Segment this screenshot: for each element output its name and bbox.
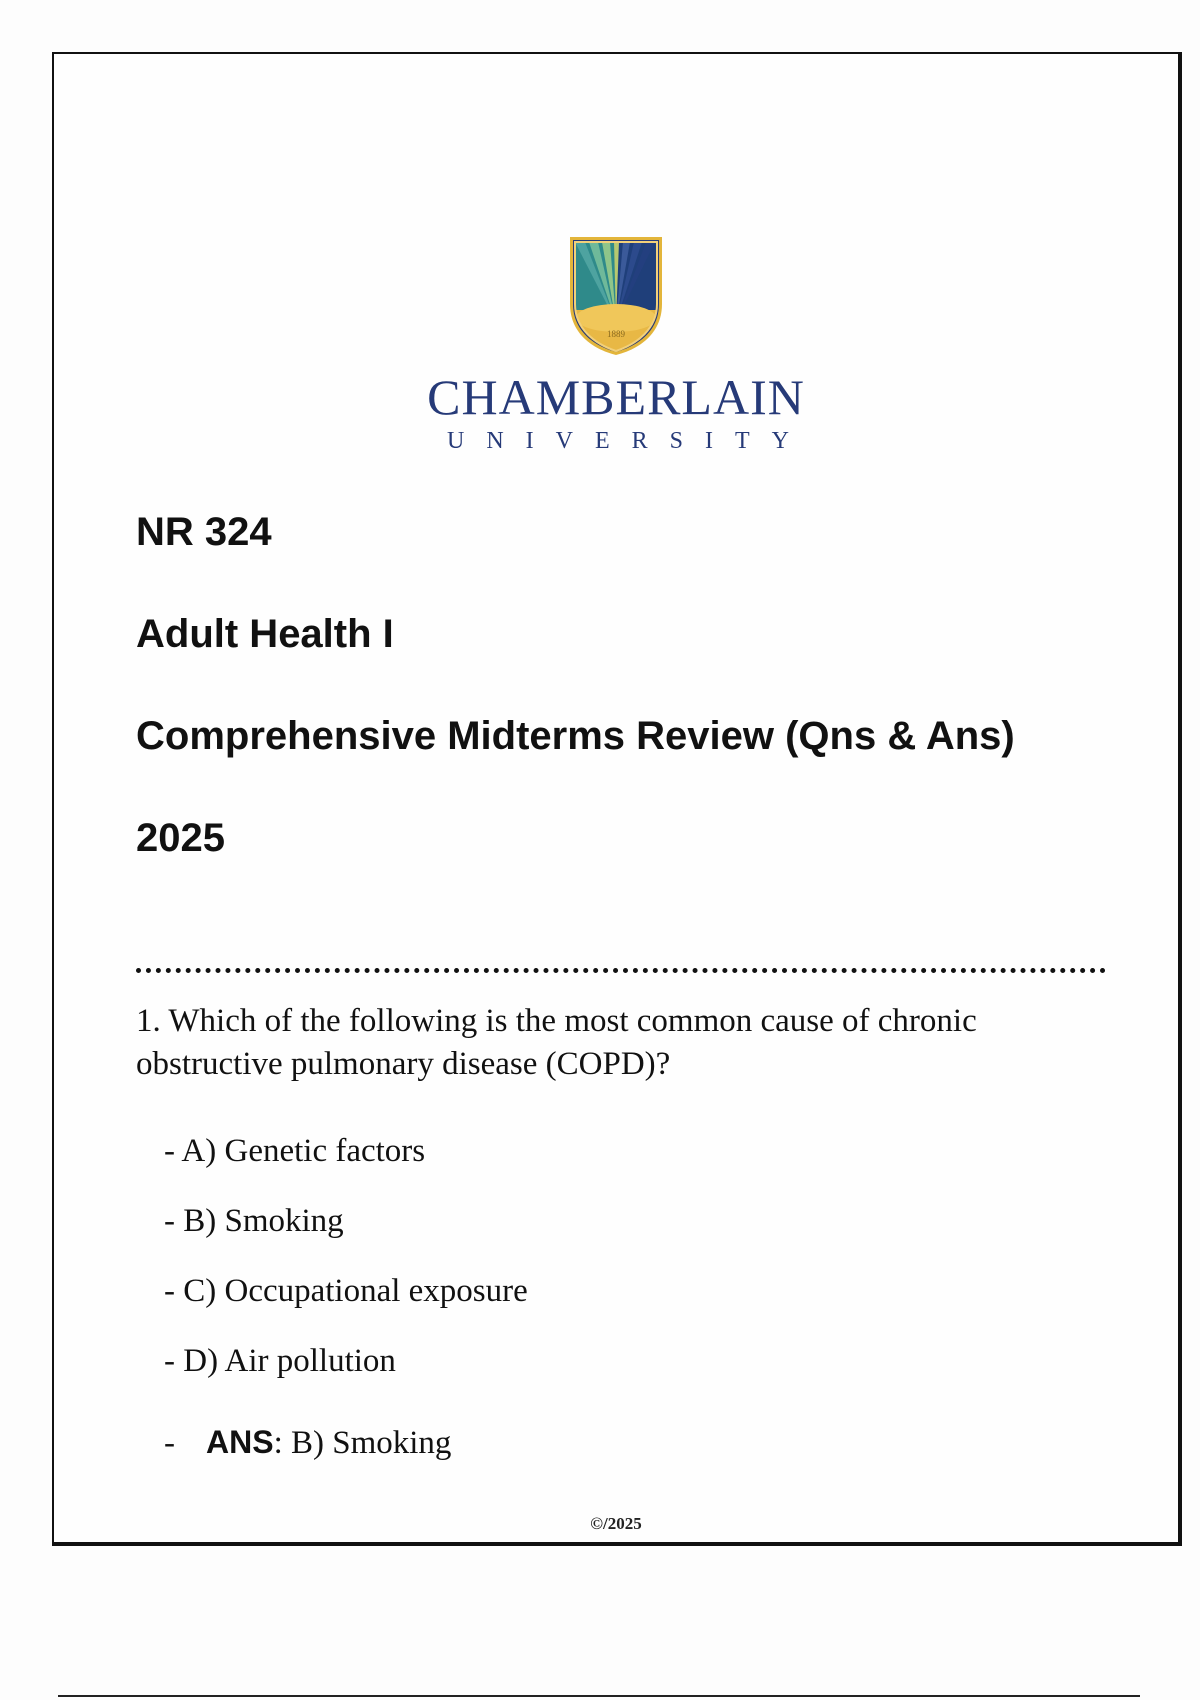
copyright-footer: ©/2025 xyxy=(590,1514,642,1533)
university-logo xyxy=(54,234,1178,454)
answer-dash: - xyxy=(164,1425,175,1461)
shield-icon xyxy=(567,234,665,356)
bottom-rule xyxy=(58,1695,1140,1697)
option-a: - A) Genetic factors xyxy=(164,1133,426,1169)
answer-label: ANS xyxy=(206,1424,274,1460)
course-name: Adult Health I xyxy=(136,612,394,656)
shield-year: 1889 xyxy=(607,329,625,339)
option-c: - C) Occupational exposure xyxy=(164,1273,528,1309)
dotted-divider xyxy=(136,968,1106,973)
course-code: NR 324 xyxy=(136,510,272,554)
document-year: 2025 xyxy=(136,816,225,860)
answer-line xyxy=(164,1422,451,1463)
question-text: 1. Which of the following is the most common cause of chronic obstructive pulmonary disease (COPD)? xyxy=(136,1003,977,1082)
options-list xyxy=(164,1116,528,1396)
document-title: Comprehensive Midterms Review (Qns & Ans) xyxy=(136,714,1015,758)
answer-text: : B) Smoking xyxy=(273,1425,452,1461)
option-b: - B) Smoking xyxy=(164,1203,344,1239)
logo-wordmark: CHAMBERLAIN xyxy=(427,369,805,425)
option-d: - D) Air pollution xyxy=(164,1343,396,1379)
title-block xyxy=(136,506,1056,864)
page-frame xyxy=(52,52,1182,1546)
logo-wordmark-sub: UNIVERSITY xyxy=(447,428,811,454)
